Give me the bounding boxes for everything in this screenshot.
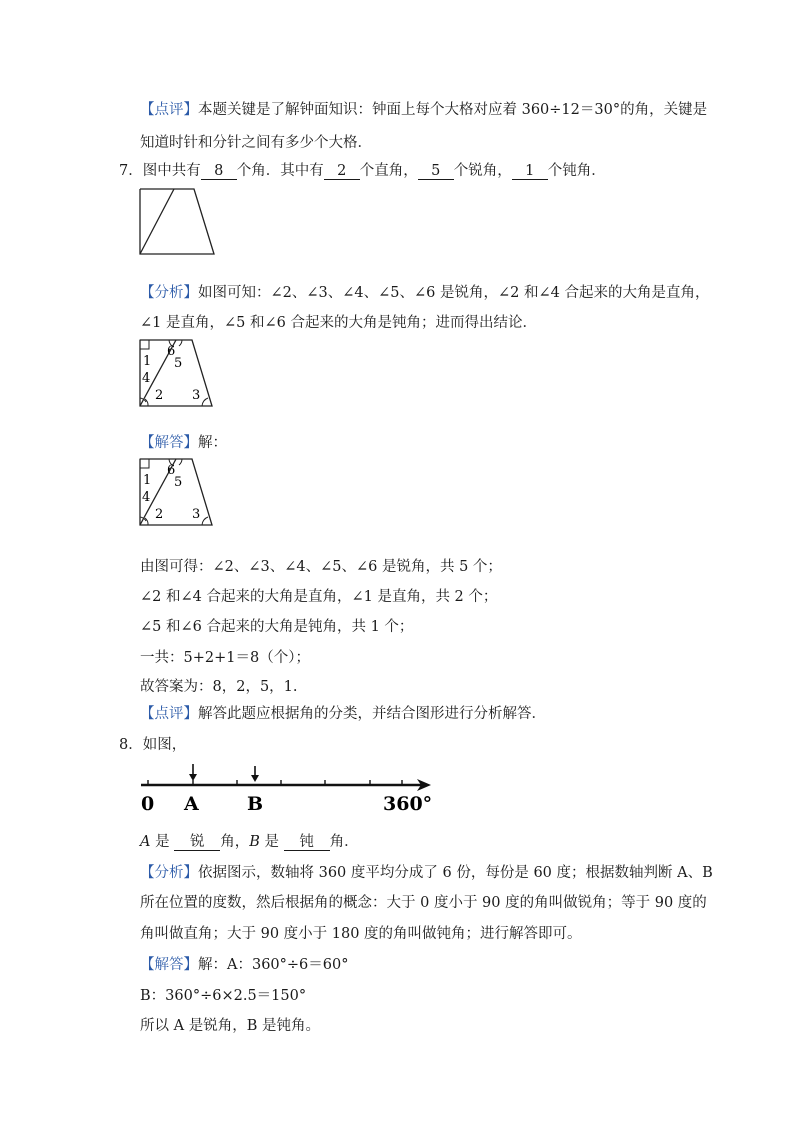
q7-answer-right: 2 bbox=[324, 163, 360, 180]
q8-number-line bbox=[138, 760, 438, 814]
q7-answer-total: 8 bbox=[201, 163, 237, 180]
q7-text: 个直角， bbox=[359, 163, 418, 179]
q7-text: 个钝角． bbox=[547, 163, 606, 179]
q7-answer-obtuse: 1 bbox=[512, 163, 548, 180]
analysis-tag: 【分析】 bbox=[140, 285, 198, 301]
q7-solution-line-5: 故答案为：8，2，5，1. bbox=[140, 679, 298, 695]
q7-labeled-figure bbox=[138, 338, 216, 408]
angle-label-3: 3 bbox=[192, 507, 201, 522]
q7-solution-line-2: ∠2 和∠4 合起来的大角是直角，∠1 是直角，共 2 个； bbox=[140, 589, 498, 605]
q8-text: 角． bbox=[329, 834, 359, 850]
q7-analysis-line-1 bbox=[140, 283, 709, 303]
comment-tag: 【点评】 bbox=[140, 102, 198, 118]
q8-analysis-line-1 bbox=[140, 863, 713, 883]
angle-label-4: 4 bbox=[142, 490, 151, 505]
angle-label-3: 3 bbox=[192, 388, 201, 403]
analysis-text: 依据图示，数轴将 360 度平均分成了 6 份，每份是 60 度；根据数轴判断 A、B bbox=[198, 865, 713, 881]
angle-label-4: 4 bbox=[142, 371, 151, 386]
angle-label-6: 6 bbox=[167, 344, 176, 359]
q8-analysis-line-2: 所在位置的度数，然后根据角的概念：大于 0 度小于 90 度的角叫做锐角；等于 90 度的 bbox=[140, 895, 707, 911]
angle-label-5: 5 bbox=[174, 356, 183, 371]
answer-head: 解： bbox=[198, 435, 227, 451]
q8-intro: 如图， bbox=[142, 737, 187, 753]
q8-analysis-line-3: 角叫做直角；大于 90 度小于 180 度的角叫做钝角；进行解答即可。 bbox=[140, 926, 582, 942]
point-b-label: B bbox=[249, 834, 260, 850]
q8-answer-line bbox=[140, 832, 359, 852]
angle-label-5: 5 bbox=[174, 475, 183, 490]
q8-text: 是 bbox=[155, 834, 170, 850]
comment-line-2: 知道时针和分针之间有多少个大格． bbox=[140, 135, 372, 151]
axis-label-0: 0 bbox=[141, 793, 155, 814]
answer-tag: 【解答】 bbox=[140, 435, 198, 451]
angle-label-1: 1 bbox=[143, 473, 152, 488]
q8-answer-a: 锐 bbox=[174, 834, 220, 851]
angle-label-2: 2 bbox=[155, 388, 164, 403]
q8-answer-line-2: B：360°÷6×2.5＝150° bbox=[140, 988, 307, 1004]
axis-label-a: A bbox=[184, 793, 199, 814]
comment-tag: 【点评】 bbox=[140, 706, 198, 722]
q8-text: 是 bbox=[264, 834, 279, 850]
q7-answer-figure bbox=[138, 457, 216, 527]
q7-figure bbox=[138, 188, 218, 256]
answer-text: 解：A：360°÷6＝60° bbox=[198, 957, 349, 973]
angle-label-2: 2 bbox=[155, 507, 164, 522]
q8-answer-heading bbox=[140, 955, 348, 975]
analysis-text: 如图可知：∠2、∠3、∠4、∠5、∠6 是锐角，∠2 和∠4 合起来的大角是直角， bbox=[198, 285, 710, 301]
q7-solution-line-3: ∠5 和∠6 合起来的大角是钝角，共 1 个； bbox=[140, 619, 414, 635]
q8-answer-b: 钝 bbox=[284, 834, 330, 851]
q7-answer-heading bbox=[140, 433, 227, 453]
q7-answer-acute: 5 bbox=[418, 163, 454, 180]
axis-label-b: B bbox=[247, 793, 264, 814]
q7-text: 个锐角， bbox=[453, 163, 512, 179]
q7-analysis-line-2: ∠1 是直角，∠5 和∠6 合起来的大角是钝角；进而得出结论． bbox=[140, 315, 537, 331]
point-a-label: A bbox=[140, 834, 151, 850]
q8-text: 角， bbox=[220, 834, 250, 850]
q8-answer-line-3: 所以 A 是锐角，B 是钝角。 bbox=[140, 1018, 320, 1034]
q7-text: 个角．其中有 bbox=[236, 163, 324, 179]
comment-text: 解答此题应根据角的分类，并结合图形进行分析解答． bbox=[198, 706, 546, 722]
q7-comment bbox=[140, 704, 546, 724]
axis-label-360: 360° bbox=[383, 793, 433, 814]
q7-number: 7． bbox=[119, 163, 143, 179]
q7-question bbox=[119, 161, 606, 181]
q8-question bbox=[119, 735, 186, 755]
angle-label-1: 1 bbox=[143, 354, 152, 369]
comment-text: 本题关键是了解钟面知识：钟面上每个大格对应着 360÷12＝30°的角，关键是 bbox=[198, 102, 708, 118]
q7-solution-line-1: 由图可得：∠2、∠3、∠4、∠5、∠6 是锐角，共 5 个； bbox=[140, 559, 502, 575]
comment-line-1 bbox=[140, 100, 707, 120]
q8-number: 8． bbox=[119, 737, 143, 753]
answer-tag: 【解答】 bbox=[140, 957, 198, 973]
angle-label-6: 6 bbox=[167, 463, 176, 478]
analysis-tag: 【分析】 bbox=[140, 865, 198, 881]
q7-solution-line-4: 一共：5+2+1＝8（个）； bbox=[140, 650, 310, 666]
q7-text: 图中共有 bbox=[142, 163, 201, 179]
